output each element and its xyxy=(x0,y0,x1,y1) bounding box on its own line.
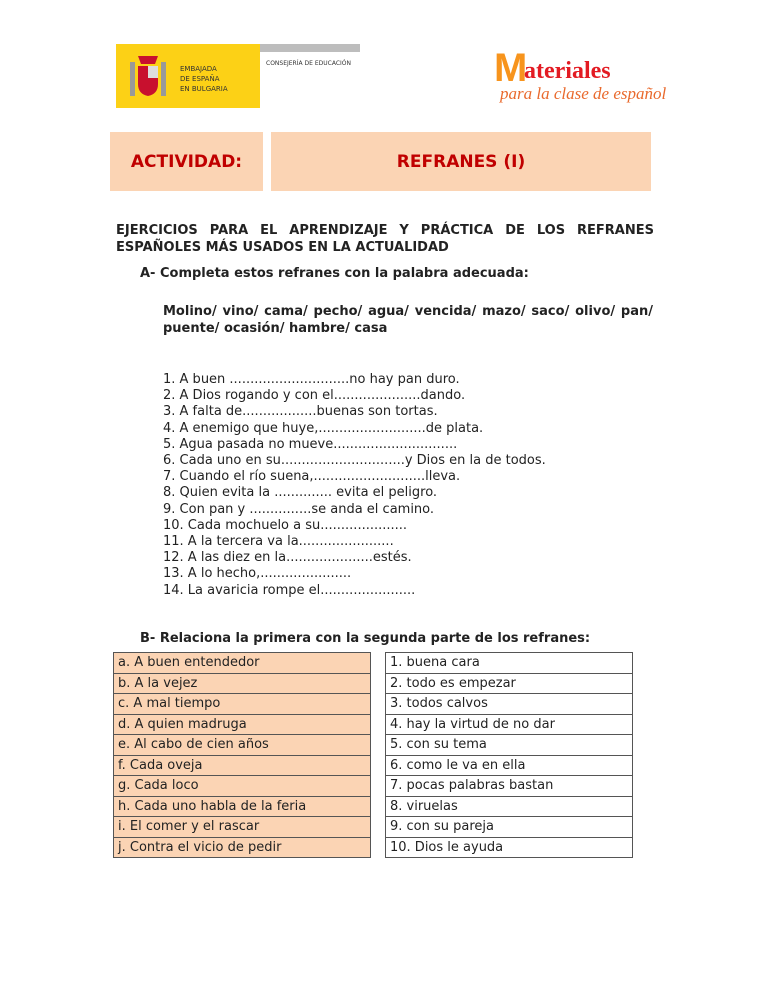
table-row xyxy=(386,755,633,776)
table-row xyxy=(386,673,633,694)
table-cell: g. Cada loco xyxy=(114,776,371,797)
table-row xyxy=(114,837,371,858)
list-item: 5. Agua pasada no mueve.............................. xyxy=(163,436,458,452)
second-parts-table xyxy=(385,652,633,858)
fill-in-list xyxy=(163,372,546,599)
table-row xyxy=(386,817,633,838)
section-b-heading: B- Relaciona la primera con la segunda parte de los refranes: xyxy=(140,631,591,646)
table-row xyxy=(386,735,633,756)
table-row xyxy=(114,653,371,674)
table-row xyxy=(114,796,371,817)
table-cell: 6. como le va en ella xyxy=(386,755,633,776)
table-cell: 1. buena cara xyxy=(386,653,633,674)
table-row xyxy=(114,673,371,694)
intro-heading: EJERCICIOS PARA EL APRENDIZAJE Y PRÁCTICA DE LOS REFRANES ESPAÑOLES MÁS USADOS EN LA ACTUALIDAD xyxy=(116,223,654,255)
table-cell: 5. con su tema xyxy=(386,735,633,756)
table-cell: c. A mal tiempo xyxy=(114,694,371,715)
coat-of-arms-icon xyxy=(128,52,168,100)
table-row xyxy=(114,714,371,735)
table-cell: b. A la vejez xyxy=(114,673,371,694)
list-item: 9. Con pan y ...............se anda el camino. xyxy=(163,501,435,517)
table-row xyxy=(386,694,633,715)
list-item: 1. A buen .............................no hay pan duro. xyxy=(163,372,460,387)
table-row xyxy=(386,837,633,858)
table-cell: e. Al cabo de cien años xyxy=(114,735,371,756)
activity-label: ACTIVIDAD: xyxy=(110,132,263,191)
table-cell: j. Contra el vicio de pedir xyxy=(114,837,371,858)
table-row xyxy=(114,694,371,715)
table-cell: 3. todos calvos xyxy=(386,694,633,715)
table-row xyxy=(386,714,633,735)
list-item: 8. Quien evita la .............. evita el peligro. xyxy=(163,485,438,501)
list-item: 4. A enemigo que huye,..........................de plata. xyxy=(163,420,484,436)
list-item: 2. A Dios rogando y con el.....................dando. xyxy=(163,388,466,404)
activity-title: REFRANES (I) xyxy=(271,132,651,191)
list-item: 10. Cada mochuelo a su..................... xyxy=(163,517,408,533)
table-cell: i. El comer y el rascar xyxy=(114,817,371,838)
table-row xyxy=(114,735,371,756)
table-cell: 9. con su pareja xyxy=(386,817,633,838)
embassy-logo xyxy=(116,44,360,108)
table-cell: 2. todo es empezar xyxy=(386,673,633,694)
table-row xyxy=(114,755,371,776)
list-item: 14. La avaricia rompe el....................... xyxy=(163,582,416,598)
materiales-logo: M ateriales para la clase de español xyxy=(494,46,667,103)
table-row xyxy=(114,817,371,838)
table-row xyxy=(386,653,633,674)
table-cell: h. Cada uno habla de la feria xyxy=(114,796,371,817)
first-parts-table xyxy=(113,652,371,858)
list-item: 7. Cuando el río suena,...........................lleva. xyxy=(163,469,461,485)
embassy-name: EMBAJADA DE ESPAÑA EN BULGARIA xyxy=(180,65,228,93)
list-item: 11. A la tercera va la....................... xyxy=(163,534,394,550)
table-row xyxy=(386,776,633,797)
list-item: 6. Cada uno en su..............................y Dios en la de todos. xyxy=(163,453,546,469)
table-row xyxy=(114,776,371,797)
list-item: 3. A falta de..................buenas son tortas. xyxy=(163,404,438,420)
table-row xyxy=(386,796,633,817)
table-cell: f. Cada oveja xyxy=(114,755,371,776)
consejeria-label: CONSEJERÍA DE EDUCACIÓN xyxy=(266,60,351,67)
list-item: 12. A las diez en la.....................estés. xyxy=(163,550,412,566)
table-cell: a. A buen entendedor xyxy=(114,653,371,674)
table-cell: 10. Dios le ayuda xyxy=(386,837,633,858)
table-cell: 8. viruelas xyxy=(386,796,633,817)
table-cell: 7. pocas palabras bastan xyxy=(386,776,633,797)
word-bank: Molino/ vino/ cama/ pecho/ agua/ vencida/ mazo/ saco/ olivo/ pan/ puente/ ocasión/ hambre/ casa xyxy=(163,304,653,336)
section-a-heading: A- Completa estos refranes con la palabra adecuada: xyxy=(140,266,529,281)
list-item: 13. A lo hecho,...................... xyxy=(163,566,352,582)
table-cell: d. A quien madruga xyxy=(114,714,371,735)
table-cell: 4. hay la virtud de no dar xyxy=(386,714,633,735)
